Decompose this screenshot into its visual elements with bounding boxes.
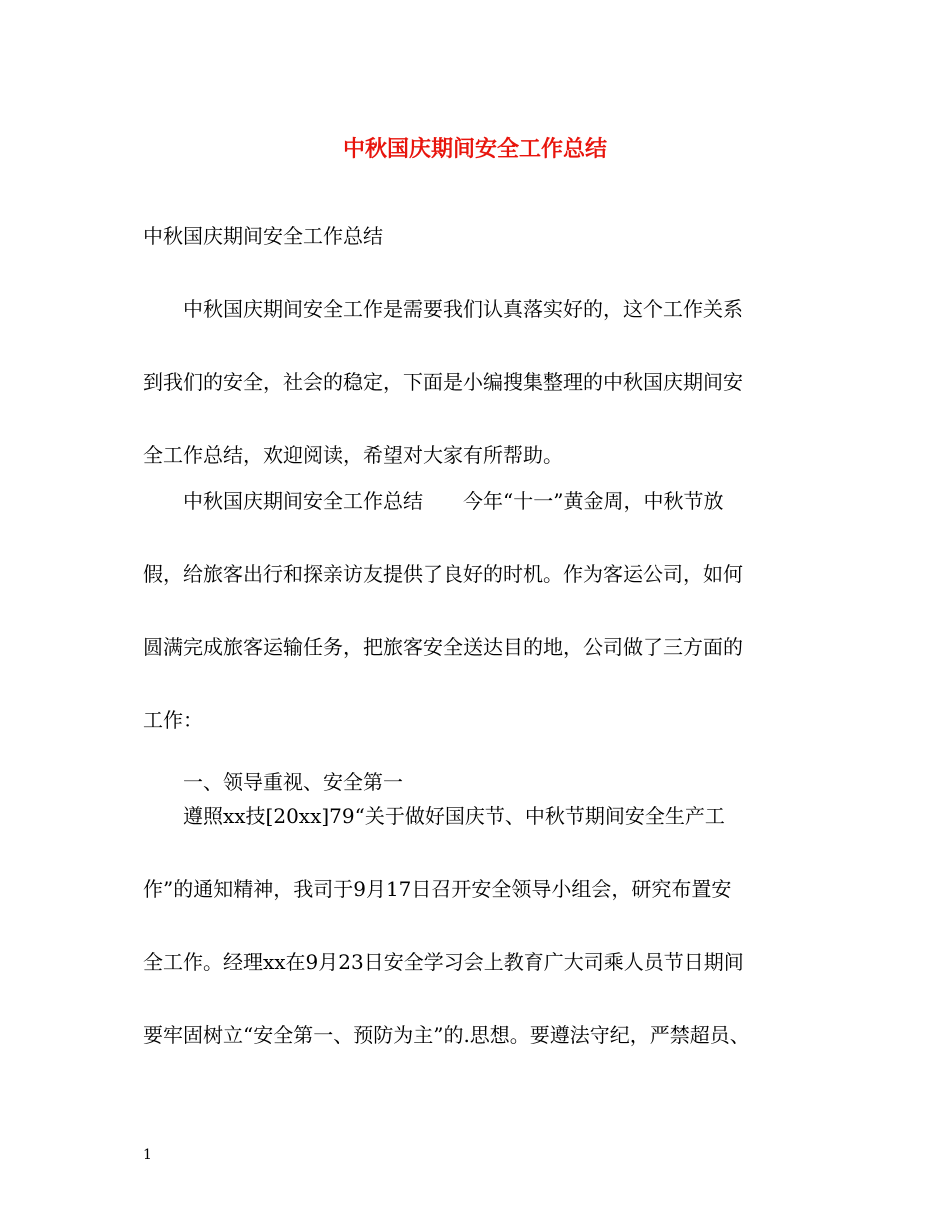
- text-line: 中秋国庆期间安全工作是需要我们认真落实好的，这个工作关系: [143, 297, 743, 321]
- document-title: 中秋国庆期间安全工作总结: [342, 136, 607, 162]
- text-line: 假，给旅客出行和探亲访友提供了良好的时机。作为客运公司，如何: [143, 562, 743, 586]
- text-line: 全工作总结，欢迎阅读，希望对大家有所帮助。: [143, 443, 563, 467]
- text-line: 中秋国庆期间安全工作总结 今年“十一”黄金周，中秋节放: [143, 489, 724, 513]
- text-line: 要牢固树立“安全第一、预防为主”的.思想。要遵法守纪，严禁超员、: [143, 1023, 750, 1047]
- text-line: 作”的通知精神，我司于9月17日召开安全领导小组会，研究布置安: [143, 877, 732, 901]
- section-heading: 一、领导重视、安全第一: [143, 770, 403, 794]
- text-line: 工作：: [143, 708, 203, 732]
- text-line: 遵照xx技[20xx]79“关于做好国庆节、中秋节期间安全生产工: [143, 804, 725, 828]
- text-line: 到我们的安全，社会的稳定，下面是小编搜集整理的中秋国庆期间安: [143, 370, 743, 394]
- text-line: 全工作。经理xx在9月23日安全学习会上教育广大司乘人员节日期间: [143, 950, 744, 974]
- text-line: 中秋国庆期间安全工作总结: [143, 224, 383, 248]
- text-line: 圆满完成旅客运输任务，把旅客安全送达目的地，公司做了三方面的: [143, 635, 743, 659]
- page-number: 1: [143, 1147, 152, 1163]
